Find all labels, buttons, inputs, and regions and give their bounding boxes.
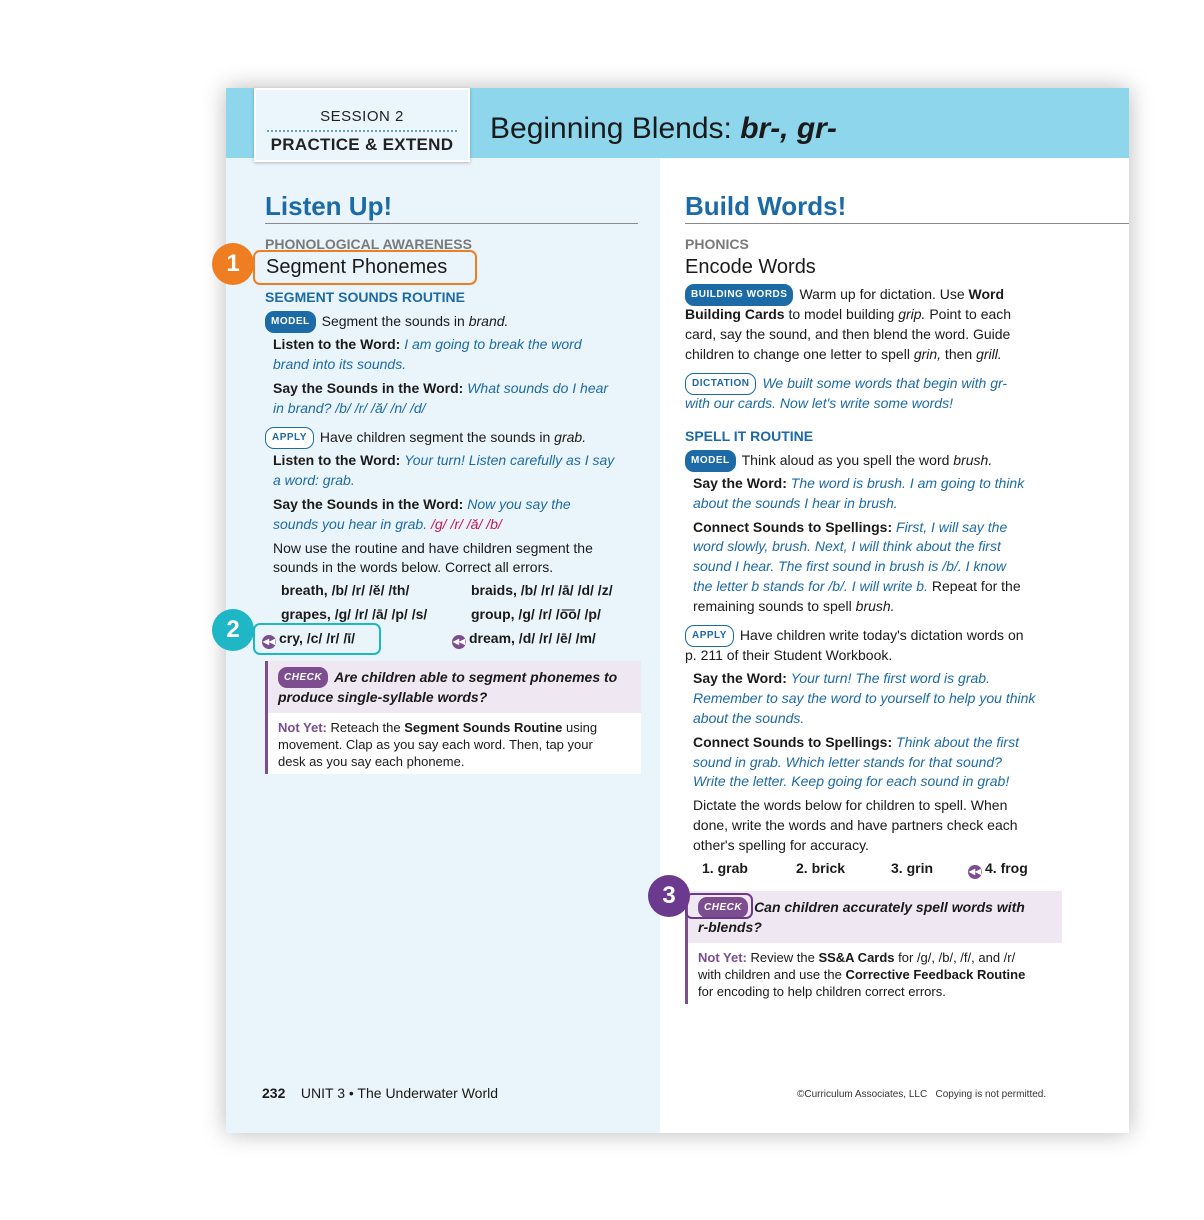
building-words-line-1: BUILDING WORDS Warm up for dictation. Use Word [685,284,1004,306]
dictation-line-2: with our cards. Now let's write some words! [685,395,953,411]
right-apply-line-2: p. 211 of their Student Workbook. [685,647,893,663]
now-use-line-2: sounds in the words below. Correct all errors. [273,559,554,575]
word-dream: ◀◀ dream, /d/ /r/ /ē/ /m/ [452,630,596,649]
connect-sounds-1-l2: word slowly, brush. Next, I will think about the first [693,538,1001,554]
dictation-word-4: ◀◀ 4. frog [968,860,1028,879]
building-words-line-3: card, say the sound, and then blend the word. Guide [685,326,1011,342]
say-sounds-2-cont: sounds you hear in grab. /g/ /r/ /ă/ /b/ [273,516,502,532]
build-words-title: Build Words! [685,191,847,221]
apply-line: APPLY Have children segment the sounds in grab. [265,427,586,449]
word-grapes: grapes, /g/ /r/ /ā/ /p/ /s/ [281,606,428,622]
word-cry: ◀◀ cry, /c/ /r/ /ī/ [262,630,355,649]
say-sounds-1-cont: in brand? /b/ /r/ /ă/ /n/ /d/ [273,400,426,416]
title-main: Beginning Blends: [490,112,741,145]
model-pill: MODEL [685,450,736,472]
listen-to-word-2: Listen to the Word: Your turn! Listen carefully as I say [273,452,615,468]
left-title-rule [265,223,638,224]
listen-to-word-2-cont: a word: grab. [273,472,355,488]
connect-sounds-1-l3: sound I hear. The first sound in brush is /b/. I know [693,558,1007,574]
segment-phonemes-heading: Segment Phonemes [266,256,448,278]
right-title-rule [685,223,1129,224]
dictate-line-2: done, write the words and have partners check each [693,817,1018,833]
phonics-label: PHONICS [685,236,749,252]
left-check-box [265,661,641,774]
session-number: SESSION 2 [320,108,404,125]
callout-2-highlight [253,623,381,655]
building-words-line-2: Building Cards to model building grip. Point to each [685,306,1012,322]
dictate-line-1: Dictate the words below for children to spell. When [693,797,1008,813]
spell-it-routine-heading: SPELL IT ROUTINE [685,428,814,444]
connect-sounds-2-l2: sound in grab. Which letter stands for that sound? [693,754,1002,770]
word-braids: braids, /b/ /r/ /ā/ /d/ /z/ [471,582,613,598]
model-line: MODEL Segment the sounds in brand. [265,311,508,333]
right-not-yet: Not Yet: Review the SS&A Cards for /g/, /b/, /f/, and /r/ with children and use the Corrective Feedback Routine for encoding to help children correct errors. [698,950,1026,999]
dictation-word-1: 1. grab [702,860,748,876]
word-breath: breath, /b/ /r/ /ĕ/ /th/ [281,582,410,598]
callout-3-badge: 3 [648,875,690,917]
session-tab [254,88,470,162]
callout-1-highlight [253,250,477,285]
dictation-line-1: DICTATION We built some words that begin with gr- [685,373,1007,395]
session-label: PRACTICE & EXTEND [270,135,454,154]
phonological-awareness-label: PHONOLOGICAL AWARENESS [265,236,472,252]
dictation-word-2: 2. brick [796,860,846,876]
right-apply-line-1: APPLY Have children write today's dictation words on [685,625,1024,647]
right-say-word-1-cont: about the sounds I hear in brush. [693,495,898,511]
listen-to-word-1: Listen to the Word: I am going to break the word [273,336,582,352]
building-words-line-4: children to change one letter to spell grin, then grill. [685,346,1002,362]
left-check-question: CHECK Are children able to segment phonemes to produce single-syllable words? [268,661,641,713]
check-pill: CHECK [278,667,328,688]
callout-2-badge: 2 [212,609,254,651]
now-use-line-1: Now use the routine and have children segment the [273,540,593,556]
connect-sounds-2: Connect Sounds to Spellings: Think about the first [693,734,1019,750]
callout-3-highlight [685,893,753,919]
right-say-word-1: Say the Word: The word is brush. I am going to think [693,475,1025,491]
dictation-word-3: 3. grin [891,860,934,876]
callout-1-badge: 1 [212,243,254,285]
page-number: 232 [262,1085,286,1101]
audio-icon[interactable]: ◀◀ [262,635,276,649]
apply-pill: APPLY [265,427,314,449]
right-say-word-2: Say the Word: Your turn! The first word is grab. [693,670,990,686]
say-sounds-2: Say the Sounds in the Word: Now you say the [273,496,571,512]
listen-up-title: Listen Up! [265,191,393,221]
left-not-yet: Not Yet: Reteach the Segment Sounds Routine using movement. Clap as you say each word. Then, tap your desk as you say each phoneme. [278,720,598,769]
right-say-word-2-l3: about the sounds. [693,710,805,726]
title-blends: br-, gr- [740,112,837,145]
apply-pill: APPLY [685,625,734,647]
dictation-pill: DICTATION [685,373,756,395]
say-sounds-1: Say the Sounds in the Word: What sounds do I hear [273,380,609,396]
page-title [490,112,837,146]
dictate-line-3: other's spelling for accuracy. [693,837,869,853]
right-say-word-2-l2: Remember to say the word to yourself to help you think [693,690,1036,706]
connect-sounds-1-l5: remaining sounds to spell brush. [693,598,895,614]
audio-icon[interactable]: ◀◀ [968,865,982,879]
session-divider [267,130,457,132]
model-pill: MODEL [265,311,316,333]
connect-sounds-2-l3: Write the letter. Keep going for each sound in grab! [693,773,1010,789]
right-check-question: CHECK Can children accurately spell words with r-blends? [688,891,1062,943]
word-group: group, /g/ /r/ /o͞o/ /p/ [471,606,601,622]
right-model-line: MODEL Think aloud as you spell the word brush. [685,450,992,472]
unit-title: UNIT 3 • The Underwater World [300,1085,499,1101]
footer-left [262,1085,498,1101]
building-words-pill: BUILDING WORDS [685,284,793,306]
audio-icon[interactable]: ◀◀ [452,635,466,649]
check-pill: CHECK [698,897,748,918]
connect-sounds-1: Connect Sounds to Spellings: First, I will say the [693,519,1008,535]
segment-sounds-routine-heading: SEGMENT SOUNDS ROUTINE [265,289,465,305]
copyright: ©Curriculum Associates, LLC Copying is not permitted. [797,1089,1047,1100]
encode-words-heading: Encode Words [685,256,816,278]
connect-sounds-1-l4: the letter b stands for /b/. I will write b. Repeat for the [693,578,1021,594]
listen-to-word-1-cont: brand into its sounds. [273,356,407,372]
